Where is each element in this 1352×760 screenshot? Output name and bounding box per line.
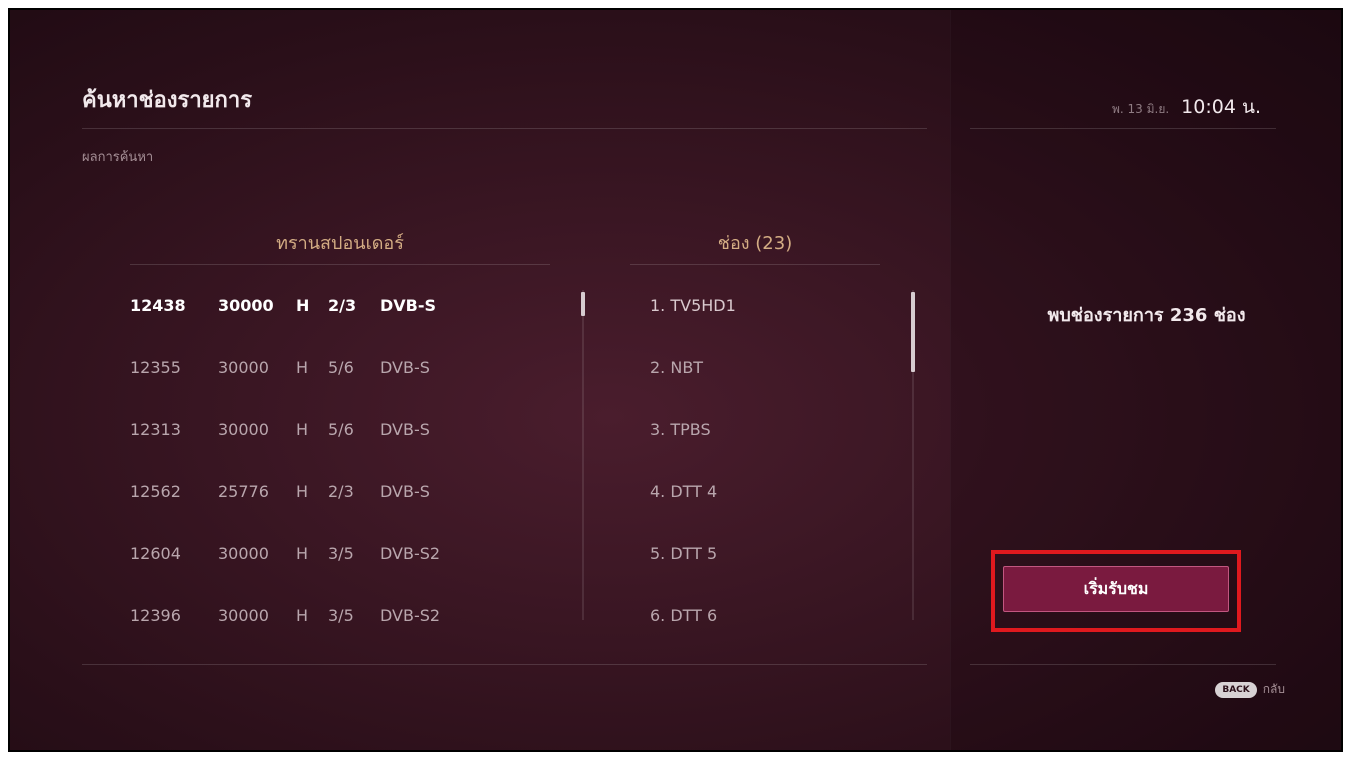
page-subtitle: ผลการค้นหา (82, 150, 154, 165)
back-label: กลับ (1262, 682, 1285, 696)
time-label: 10:04 น. (1181, 96, 1261, 118)
header-divider-right (970, 128, 1276, 129)
channel-item[interactable]: 3. TPBS (650, 419, 711, 439)
transponder-scroll-thumb[interactable] (581, 292, 585, 316)
transponder-header: ทรานสปอนเดอร์ (276, 233, 404, 254)
transponder-scrollbar[interactable] (582, 290, 584, 620)
footer-divider-right (970, 664, 1276, 665)
footer-divider (82, 664, 927, 665)
page-title: ค้นหาช่องรายการ (82, 88, 253, 113)
channel-header-divider (630, 264, 880, 265)
channel-scroll-thumb[interactable] (911, 292, 915, 372)
channel-item[interactable]: 1. TV5HD1 (650, 295, 736, 315)
transponder-row[interactable]: 12438 30000 H 2/3 DVB-S (130, 295, 437, 315)
start-watching-button[interactable]: เริ่มรับชม (1003, 566, 1229, 612)
channel-item[interactable]: 5. DTT 5 (650, 543, 718, 563)
back-hint[interactable] (1215, 680, 1285, 699)
header-divider (82, 128, 927, 129)
transponder-header-divider (130, 264, 550, 265)
channel-item[interactable]: 2. NBT (650, 357, 704, 377)
clock (1112, 92, 1261, 122)
channel-item[interactable]: 6. DTT 6 (650, 605, 718, 625)
date-label: พ. 13 มิ.ย. (1111, 102, 1170, 116)
channel-header: ช่อง (23) (717, 233, 793, 254)
channel-item[interactable]: 4. DTT 4 (650, 481, 718, 501)
transponder-row[interactable]: 12396 30000 H 3/5 DVB-S2 (130, 605, 441, 625)
transponder-row[interactable]: 12313 30000 H 5/6 DVB-S (130, 419, 430, 439)
transponder-row[interactable]: 12355 30000 H 5/6 DVB-S (130, 357, 430, 377)
channels-found-label: พบช่องรายการ 236 ช่อง (1047, 305, 1246, 326)
search-results-screen (8, 8, 1343, 752)
back-key-icon: BACK (1215, 682, 1256, 698)
transponder-row[interactable]: 12562 25776 H 2/3 DVB-S (130, 481, 430, 501)
transponder-row[interactable]: 12604 30000 H 3/5 DVB-S2 (130, 543, 441, 563)
